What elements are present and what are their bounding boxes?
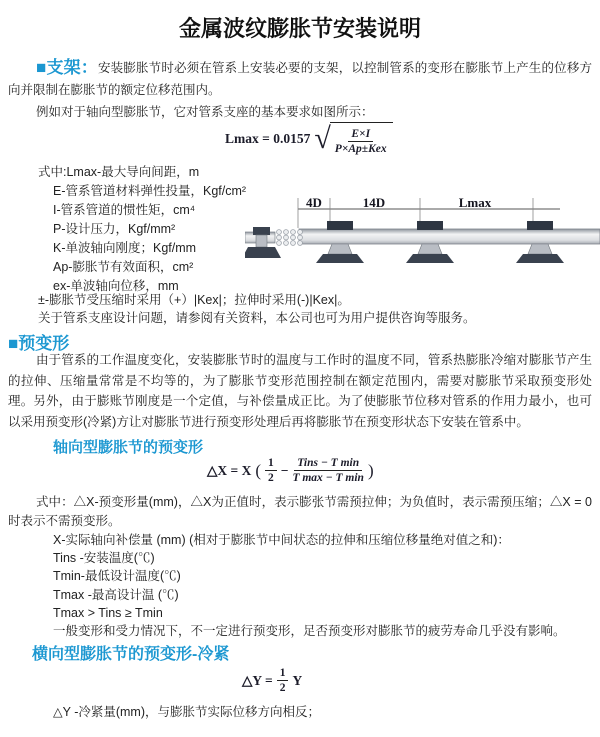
half-denominator: 2 xyxy=(268,472,274,484)
formula-dy-lhs: △Y = xyxy=(242,672,273,688)
dim-label-lmax: Lmax xyxy=(458,195,492,210)
plusminus-note: ±-膨胀节受压缩时采用（+）|Kex|；拉伸时采用(-)|Kex|。 xyxy=(38,293,350,307)
sqrt-content xyxy=(330,122,393,155)
pipe-support-diagram xyxy=(245,192,600,272)
temperature-fraction xyxy=(292,457,364,484)
lmax-fraction-denominator: P×Ap±Kex xyxy=(334,143,387,155)
close-paren: ) xyxy=(367,460,374,480)
dim-label-14d: 14D xyxy=(362,195,386,210)
lateral-subheading: 横向型膨胀节的预变形-冷紧 xyxy=(32,646,230,663)
sqrt-radical-icon: √ xyxy=(314,121,331,155)
temperature-denominator: T max − T min xyxy=(292,472,364,484)
axial-subheading: 轴向型膨胀节的预变形 xyxy=(53,439,204,456)
axial-def-tins: Tins -安装温度(℃) xyxy=(53,551,155,566)
page-title: 金属波纹膨胀节安装说明 xyxy=(178,16,421,41)
minus-sign: − xyxy=(280,462,289,478)
axial-note: 式中：△X-预变形量(mm)，△X为正值时，表示膨张节需预拉伸；为负值时，表示需预压缩；△X = 0时表示不需预变形。 xyxy=(8,495,592,528)
formula-lmax xyxy=(225,122,393,155)
axial-def-general-note: 一般变形和受力情况下，不一定进行预变形，足否预变形对膨胀节的疲劳寿命几乎没有影响。 xyxy=(53,624,566,639)
formula-dx-lhs: △X = X xyxy=(207,462,252,478)
formula-dy-rhs: Y xyxy=(292,672,303,688)
half-fraction xyxy=(265,457,277,484)
axial-def-x: X-实际轴向补偿量 (mm) (相对于膨胀节中间状态的拉伸和压缩位移量绝对值之和)： xyxy=(53,533,510,547)
support-intro-text: 安装膨胀节时必须在管系上安装必要的支架，以控制管系的变形在膨胀节上产生的位移方向并限制在膨胀节的额定位移范围内。 xyxy=(8,61,592,97)
formula-delta-y xyxy=(242,667,302,694)
def-line-ap: Ap-膨胀节有效面积，cm² xyxy=(53,260,194,274)
symbol-definitions xyxy=(38,163,246,296)
support-section-label: ■支架： xyxy=(36,58,98,77)
example-line: 例如对于轴向型膨胀节，它对管系支座的基本要求如图所示： xyxy=(36,105,374,119)
lmax-fraction xyxy=(335,128,387,155)
formula-delta-x xyxy=(207,457,374,484)
def-line-e: E-管系管道材料弹性投量，Kgf/cm² xyxy=(53,184,247,198)
support-paragraph xyxy=(8,57,592,101)
half-numerator: 1 xyxy=(277,667,289,681)
axial-def-tmax: Tmax -最高设计温 (℃) xyxy=(53,587,179,602)
temperature-numerator: Tins − T min xyxy=(294,457,362,471)
predeform-section-heading: ■预变形 xyxy=(8,334,70,353)
lateral-note: △Y -冷紧量(mm)，与膨胀节实际位移方向相反； xyxy=(53,705,321,719)
lmax-fraction-numerator: E×I xyxy=(348,128,373,142)
def-line-k: K-单波轴向刚度；Kgf/mm xyxy=(53,241,197,255)
def-line-ex: ex-单波轴向位移，mm xyxy=(53,279,179,293)
half-denominator: 2 xyxy=(279,682,286,694)
dim-label-4d: 4D xyxy=(306,195,322,210)
formula-lmax-lhs: Lmax = 0.0157 xyxy=(225,130,311,146)
service-note: 关于管系支座设计问题，请参阅有关资料，本公司也可为用户提供咨询等服务。 xyxy=(38,311,476,325)
half-fraction xyxy=(277,667,289,694)
bellows-icon xyxy=(277,230,303,246)
half-numerator: 1 xyxy=(265,457,277,471)
def-line-intro: 式中:Lmax-最大导向间距，m xyxy=(38,165,200,179)
axial-def-inequality: Tmax > Tins ≥ Tmin xyxy=(53,605,163,620)
def-line-i: I-管系管道的惯性矩，cm⁴ xyxy=(53,203,196,217)
predeform-paragraph: 由于管系的工作温度变化，安装膨胀节时的温度与工作时的温度不同，管系热膨胀冷缩对膨胀节产生的拉伸、压缩量常常是不均等的，为了膨胀节变形范围控制在额定范围内，需要对膨胀节采取预变形处理。另外，由于膨账节刚度是一个定值，与补偿量成正比。为了使膨胀节位移对管系的作用力最小，也可以采用预变形(冷紧)方让对膨胀节进行预变形处理后再将膨胀节在预变形状态下安装在管系中。 xyxy=(8,353,592,429)
open-paren: ( xyxy=(255,460,261,480)
def-line-p: P-设计压力，Kgf/mm² xyxy=(53,222,176,236)
axial-def-tmin: Tmin-最低设计温度(℃) xyxy=(53,569,181,584)
axial-definitions xyxy=(53,531,566,640)
